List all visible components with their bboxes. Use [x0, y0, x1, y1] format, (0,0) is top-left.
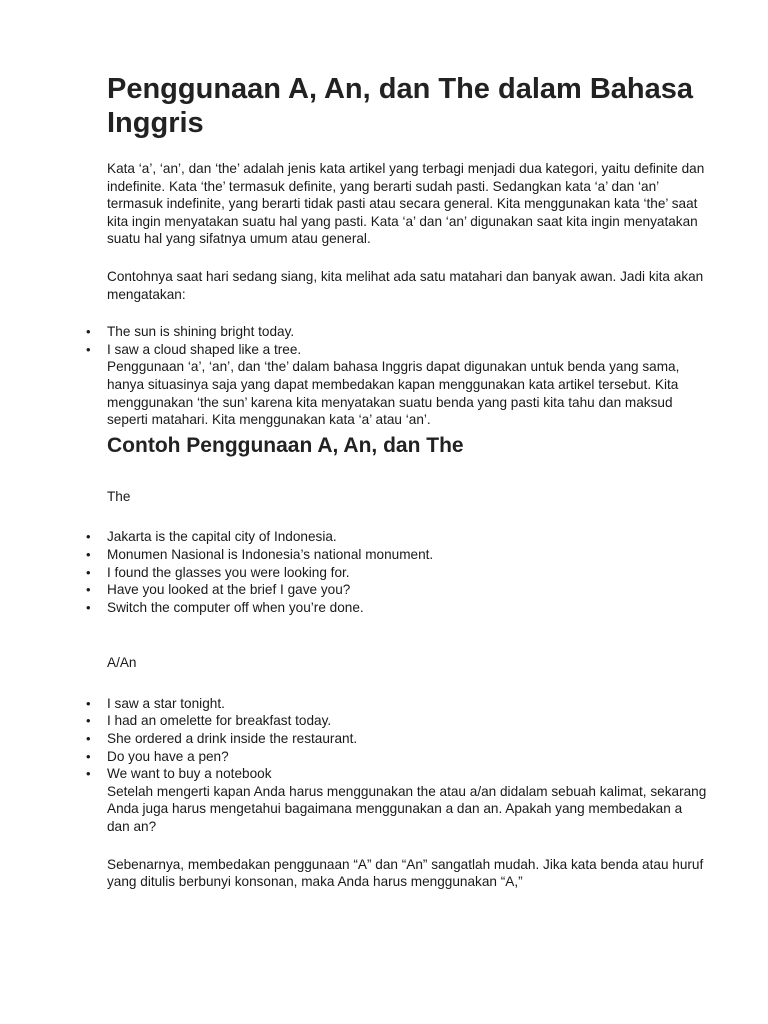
list-item: • I had an omelette for breakfast today. [107, 712, 707, 730]
list-item: • I found the glasses you were looking for. [107, 564, 707, 582]
document-page [107, 72, 707, 891]
list-item: • She ordered a drink inside the restaurant. [107, 730, 707, 748]
list-item: • Do you have a pen? [107, 748, 707, 766]
a-an-followup-paragraph: Setelah mengerti kapan Anda harus menggunakan the atau a/an didalam sebuah kalimat, sekarang Anda juga harus mengetahui bagaimana menggunakan a dan an. Apakah yang membedakan a dan an? [107, 783, 707, 835]
a-an-label: A/An [107, 655, 137, 671]
intro-paragraph: Kata ‘a’, ‘an’, dan ‘the’ adalah jenis kata artikel yang terbagi menjadi dua kategori, yaitu definite dan indefinite. Kata ‘the’ termasuk definite, yang berarti sudah pasti. Sedangkan kata ‘a’ dan ‘an’ termasuk indefinite, yang berarti tidak pasti atau secara general. Kita menggunakan kata ‘the’ saat kita ingin menyatakan suatu hal yang pasti. Kata ‘a’ dan ‘an’ digunakan saat kita ingin menyatakan suatu hal yang sifatnya umum atau general. [107, 161, 705, 247]
list-item: • Jakarta is the capital city of Indonesia. [107, 528, 707, 546]
explanation-paragraph: Penggunaan ‘a’, ‘an’, dan ‘the’ dalam bahasa Inggris dapat digunakan untuk benda yang sama, hanya situasinya saja yang dapat membedakan kapan menggunakan kata artikel tersebut. Kita menggunakan ‘the sun’ karena kita menyatakan suatu benda yang pasti kita tahu dan maksud seperti matahari. Kita menggunakan kata ‘a’ atau ‘an’. [107, 359, 680, 428]
example-list [107, 323, 707, 358]
closing-paragraph: Sebenarnya, membedakan penggunaan “A” dan “An” sangatlah mudah. Jika kata benda atau huruf yang ditulis berbunyi konsonan, maka Anda harus menggunakan “A,” [107, 856, 704, 890]
list-item: • We want to buy a notebook [107, 765, 707, 783]
list-item: • Monumen Nasional is Indonesia’s national monument. [107, 546, 707, 564]
list-item: • I saw a star tonight. [107, 695, 707, 713]
list-item: • The sun is shining bright today. [107, 323, 707, 341]
list-item: • I saw a cloud shaped like a tree. [107, 341, 707, 359]
section-heading: Contoh Penggunaan A, An, dan The [107, 433, 464, 457]
list-item: • Have you looked at the brief I gave you? [107, 581, 707, 599]
a-an-example-list [107, 695, 707, 783]
the-example-list [107, 528, 707, 616]
list-item: • Switch the computer off when you’re done. [107, 599, 707, 617]
example-intro-paragraph: Contohnya saat hari sedang siang, kita melihat ada satu matahari dan banyak awan. Jadi kita akan mengatakan: [107, 268, 704, 302]
the-label: The [107, 488, 131, 504]
page-title: Penggunaan A, An, dan The dalam Bahasa Inggris [107, 73, 694, 139]
